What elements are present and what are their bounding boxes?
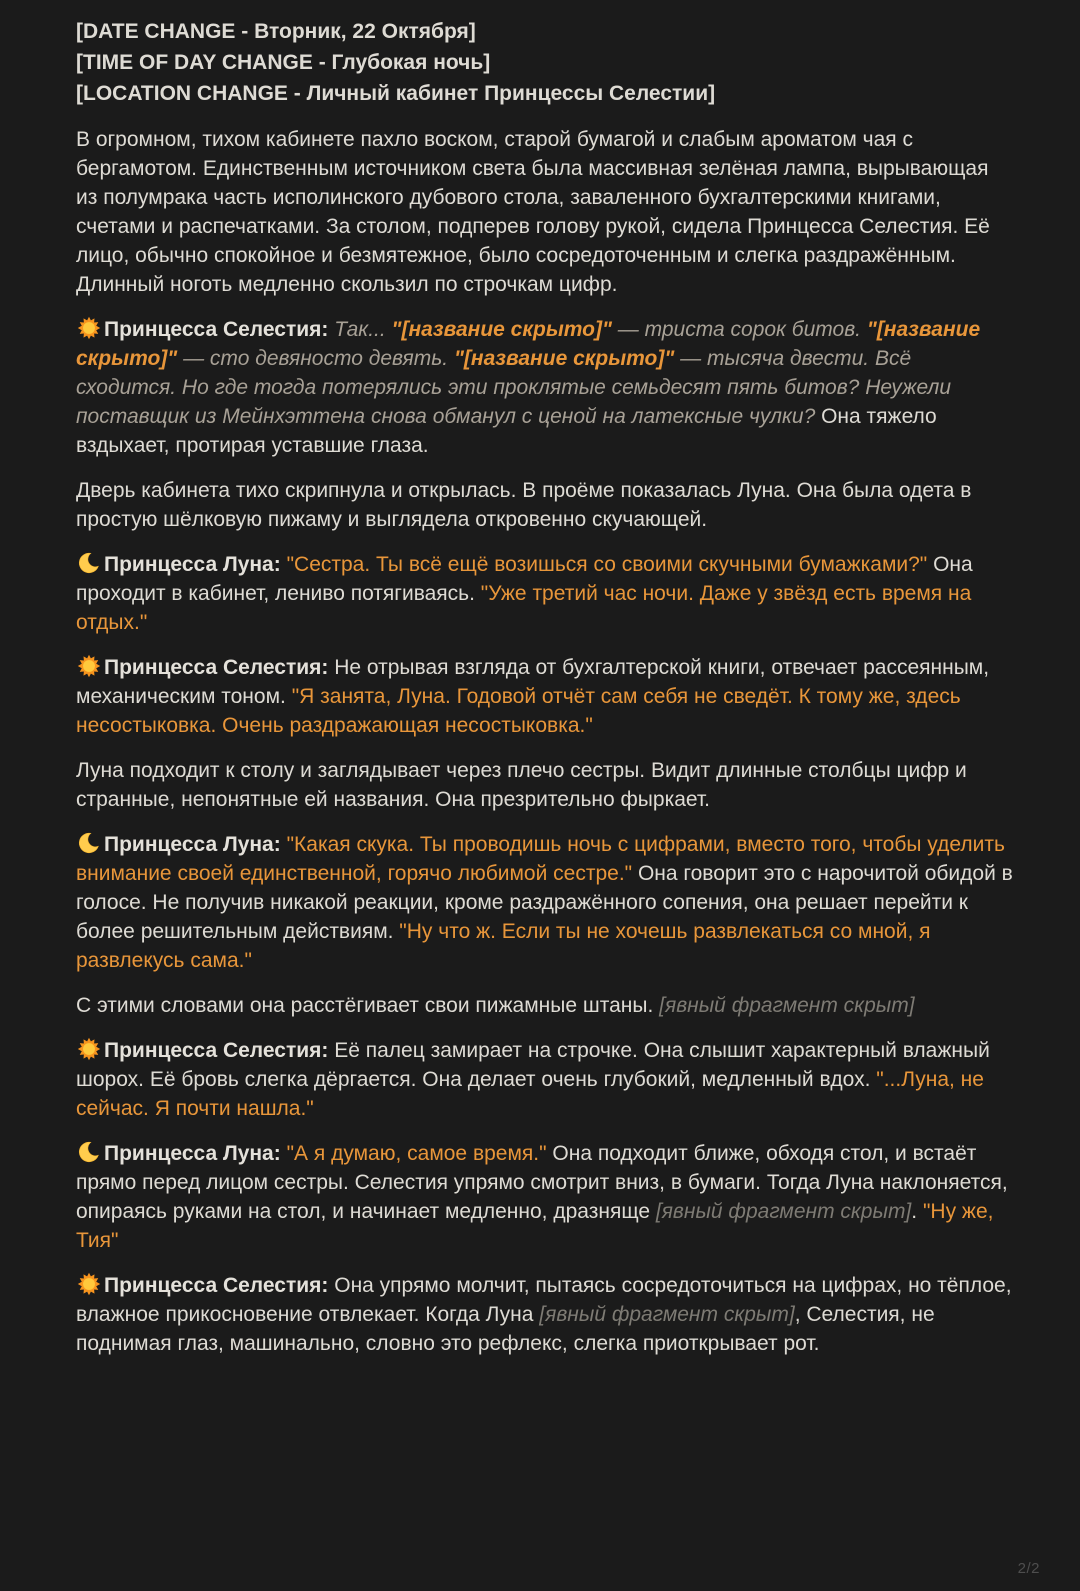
speaker-name: Принцесса Селестия:: [104, 318, 329, 341]
system-line: [TIME OF DAY CHANGE - Глубокая ночь]: [76, 51, 491, 74]
speaker-name: Принцесса Селестия:: [104, 656, 329, 679]
sun-icon: [76, 653, 102, 679]
text-segment: Она проходит в кабинет, лениво потягиваясь.: [76, 553, 973, 605]
text-segment: "Я занята, Луна. Годовой отчёт сам себя не сведёт. К тому же, здесь несостыковка. Очень раздражающая несостыковка.": [76, 685, 961, 737]
moon-icon: [76, 1139, 102, 1165]
text-segment: "[название скрыто]": [453, 347, 675, 370]
text-segment: "...Луна, не сейчас. Я почти нашла.": [76, 1068, 984, 1120]
narration-block: [76, 756, 1014, 814]
text-segment: — тысяча двести. Всё сходится. Но где тогда потерялись эти проклятые семьдесят пять битов? Неужели поставщик из Мейнхэттена снова обманул с ценой на латексные чулки?: [76, 347, 952, 428]
text-segment: Луна подходит к столу и заглядывает через плечо сестры. Видит длинные столбцы цифр и странные, непонятные ей названия. Она презрительно фыркает.: [76, 759, 967, 811]
dialogue-block: [76, 1036, 1014, 1123]
text-segment: "Уже третий час ночи. Даже у звёзд есть время на отдых.": [76, 582, 972, 634]
speaker-name: Принцесса Селестия:: [104, 1274, 329, 1297]
text-segment: "Ну что ж. Если ты не хочешь развлекаться со мной, я развлекусь сама.": [76, 920, 931, 972]
dialogue-block: [76, 1271, 1014, 1358]
sun-icon: [76, 1271, 102, 1297]
system-line: [DATE CHANGE - Вторник, 22 Октября]: [76, 20, 476, 43]
speaker-name: Принцесса Луна:: [104, 833, 281, 856]
dialogue-block: [76, 1139, 1014, 1255]
dialogue-block: [76, 550, 1014, 637]
text-segment: "Какая скука. Ты проводишь ночь с цифрами, вместо того, чтобы уделить внимание своей единственной, горячо любимой сестре.": [76, 833, 1005, 885]
narration-block: [76, 991, 1014, 1020]
text-segment: Она подходит ближе, обходя стол, и встаёт прямо перед лицом сестры. Селестия упрямо смотрит вниз, в бумаги. Тогда Луна наклоняется, опираясь руками на стол, и начинает медленно, дразняще: [76, 1142, 1008, 1223]
text-segment: Её палец замирает на строчке. Она слышит характерный влажный шорох. Её бровь слегка дёргается. Она делает очень глубокий, медленный вдох.: [76, 1039, 990, 1091]
dialogue-block: [76, 315, 1014, 460]
text-segment: Так...: [334, 318, 392, 341]
redacted-segment: [явный фрагмент скрыт]: [655, 1200, 912, 1223]
text-segment: — триста сорок битов.: [611, 318, 867, 341]
text-segment: Она тяжело вздыхает, протирая уставшие глаза.: [76, 405, 937, 457]
text-segment: "[название скрыто]": [76, 318, 981, 370]
dialogue-block: [76, 653, 1014, 740]
text-segment: "[название скрыто]": [391, 318, 612, 341]
text-segment: Дверь кабинета тихо скрипнула и открылась. В проёме показалась Луна. Она была одета в простую шёлковую пижаму и выглядела откровенно скучающей.: [76, 479, 972, 531]
text-segment: "Ну же, Тия": [76, 1200, 994, 1252]
text-segment: "Сестра. Ты всё ещё возишься со своими скучными бумажками?": [286, 553, 928, 576]
text-segment: — сто девяносто девять.: [177, 347, 454, 370]
speaker-name: Принцесса Луна:: [104, 553, 281, 576]
system-block: [76, 16, 1014, 109]
moon-icon: [76, 830, 102, 856]
narration-block: [76, 476, 1014, 534]
system-line: [LOCATION CHANGE - Личный кабинет Принцессы Селестии]: [76, 82, 716, 105]
text-segment: , Селестия, не поднимая глаз, машинально, словно это рефлекс, слегка приоткрывает рот.: [76, 1303, 935, 1355]
text-segment: "А я думаю, самое время.": [286, 1142, 547, 1165]
text-segment: С этими словами она расстёгивает свои пижамные штаны.: [76, 994, 660, 1017]
text-segment: Она говорит это с нарочитой обидой в голосе. Не получив никакой реакции, кроме раздражённого сопения, она решает перейти к более решительным действиям.: [76, 862, 1013, 943]
speaker-name: Принцесса Луна:: [104, 1142, 281, 1165]
text-segment: В огромном, тихом кабинете пахло воском, старой бумагой и слабым ароматом чая с бергамотом. Единственным источником света была массивная зелёная лампа, вырывающая из полумрака часть исполинского дубового стола, заваленного бухгалтерскими книгами, счетами и распечатками. За столом, подперев голову рукой, сидела Принцесса Селестия. Её лицо, обычно спокойное и безмятежное, было сосредоточенным и слегка раздражённым. Длинный ноготь медленно скользил по строчкам цифр.: [76, 128, 990, 296]
sun-icon: [76, 315, 102, 341]
moon-icon: [76, 550, 102, 576]
narration-block: [76, 125, 1014, 299]
redacted-segment: [явный фрагмент скрыт]: [659, 994, 915, 1017]
text-segment: Не отрывая взгляда от бухгалтерской книги, отвечает рассеянным, механическим тоном.: [76, 656, 990, 708]
dialogue-block: [76, 830, 1014, 975]
chat-log: [76, 16, 1014, 1358]
text-segment: .: [911, 1200, 923, 1223]
text-segment: Она упрямо молчит, пытаясь сосредоточиться на цифрах, но тёплое, влажное прикосновение отвлекает. Когда Луна: [76, 1274, 1012, 1326]
sun-icon: [76, 1036, 102, 1062]
redacted-segment: [явный фрагмент скрыт]: [539, 1303, 795, 1326]
speaker-name: Принцесса Селестия:: [104, 1039, 329, 1062]
page-indicator: 2/2: [1017, 1560, 1040, 1577]
